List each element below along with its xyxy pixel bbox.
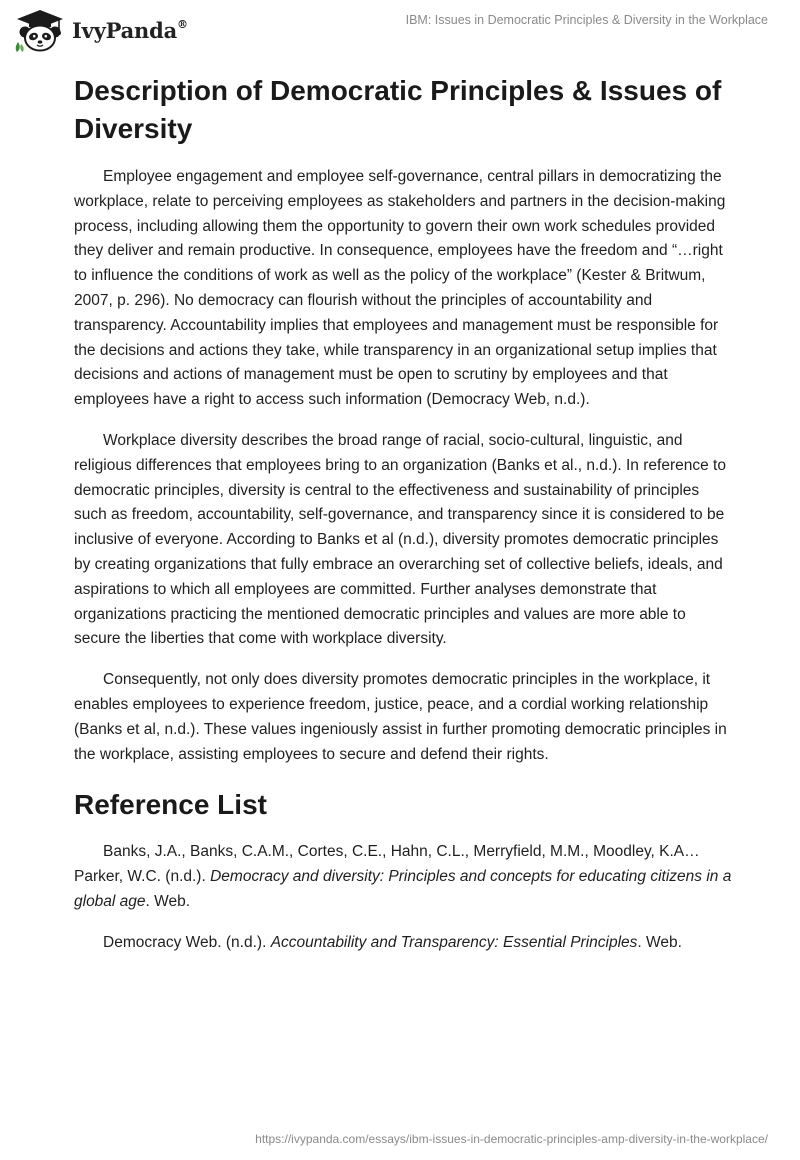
brand-name: IvyPanda®	[72, 17, 188, 43]
brand-logo[interactable]	[14, 8, 188, 52]
body-paragraph: Consequently, not only does diversity promotes democratic principles in the workplace, it enables employees to experience freedom, justice, peace, and a cordial working relationship (Banks et al, n.d.). These values ingeniously assist in further promoting democratic principles in the workplace, assisting employees to secure and defend their rights.	[74, 671, 727, 763]
essay-content	[74, 72, 734, 972]
body-paragraph: Employee engagement and employee self-governance, central pillars in democratizing the workplace, relate to perceiving employees as stakeholders and partners in the decision-making process, including allowing them the opportunity to govern their own work schedules provided they deliver and remain productive. In consequence, employees have the freedom and “…right to influence the conditions of work as well as the policy of the workplace” (Kester & Britwum, 2007, p. 296). No democracy can flourish without the principles of accountability and transparency. Accountability implies that employees and management must be responsible for the decisions and actions they take, while transparency in an organizational setup implies that decisions and actions of management must be open to scrutiny by employees and that employees have a right to access such information (Democracy Web, n.d.).	[74, 168, 726, 409]
source-url[interactable]: https://ivypanda.com/essays/ibm-issues-in-democratic-principles-amp-diversity-in-the-workplace/	[255, 1132, 768, 1146]
registered-mark: ®	[177, 17, 188, 31]
section-heading-references: Reference List	[74, 789, 267, 821]
reference-title: Democracy and diversity: Principles and concepts for educating citizens in a global age	[74, 868, 732, 910]
reference-title: Accountability and Transparency: Essential Principles	[270, 933, 638, 951]
section-heading-description: Description of Democratic Principles & Issues of Diversity	[74, 75, 722, 144]
reference-entry: Banks, J.A., Banks, C.A.M., Cortes, C.E., Hahn, C.L., Merryfield, M.M., Moodley, K.A…Parker, W.C. (n.d.). Democracy and diversity: Principles and concepts for educating citizens in a global age. Web.	[74, 843, 732, 910]
page-header	[0, 0, 800, 60]
reference-entry: Democracy Web. (n.d.). Accountability and Transparency: Essential Principles. Web.	[103, 933, 682, 951]
document-title: IBM: Issues in Democratic Principles & Diversity in the Workplace	[405, 13, 768, 27]
body-paragraph: Workplace diversity describes the broad range of racial, socio-cultural, linguistic, and religious differences that employees bring to an organization (Banks et al., n.d.). In reference to democratic principles, diversity is central to the effectiveness and sustainability of principles such as freedom, accountability, self-governance, and transparency since it is considered to be inclusive of everyone. According to Banks et al (n.d.), diversity promotes democratic principles by creating organizations that fully embrace an overarching set of collective beliefs, ideals, and aspirations to which all employees are committed. Further analyses demonstrate that organizations practicing the mentioned democratic principles and values are more able to secure the liberties that come with workplace diversity.	[74, 431, 726, 648]
panda-graduate-icon	[14, 8, 66, 52]
